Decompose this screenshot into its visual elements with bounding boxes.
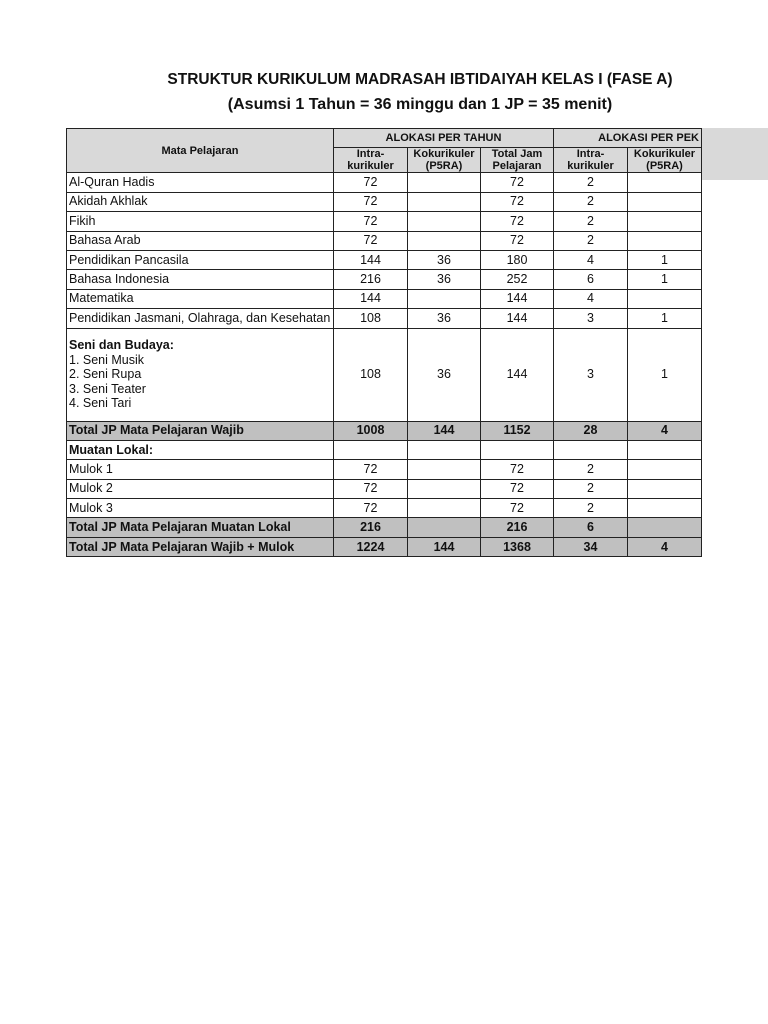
- curriculum-table: [66, 128, 702, 557]
- intra-year: 72: [334, 231, 408, 250]
- koku-year: [408, 479, 481, 498]
- table-row: [67, 479, 702, 498]
- intra-week: 3: [554, 309, 628, 328]
- document-subtitle: (Asumsi 1 Tahun = 36 minggu dan 1 JP = 35 menit): [227, 96, 613, 113]
- empty-cell: [628, 440, 702, 459]
- total-year: 72: [481, 479, 554, 498]
- intra-week: 28: [554, 421, 628, 440]
- intra-year: 144: [334, 289, 408, 308]
- intra-week: 6: [554, 270, 628, 289]
- table-row: [67, 309, 702, 328]
- intra-year: 72: [334, 460, 408, 479]
- table-row: [67, 289, 702, 308]
- koku-week: [628, 212, 702, 231]
- intra-year: 216: [334, 518, 408, 537]
- seni-budaya-heading: Seni dan Budaya:: [69, 338, 174, 353]
- subject-name: Mulok 2: [67, 479, 334, 498]
- koku-week: [628, 173, 702, 192]
- intra-week: 2: [554, 212, 628, 231]
- seni-budaya-cell: [67, 328, 334, 421]
- intra-year: 72: [334, 479, 408, 498]
- header-intra-tahun: Intra- kurikuler: [334, 148, 408, 173]
- table-row-muatan-lokal-heading: [67, 440, 702, 459]
- intra-year: 108: [334, 309, 408, 328]
- koku-week: [628, 192, 702, 211]
- table-row-total-mulok: [67, 518, 702, 537]
- table-row: [67, 270, 702, 289]
- total-year: 1152: [481, 421, 554, 440]
- header-alokasi-per-pekan: ALOKASI PER PEK: [554, 129, 702, 148]
- seni-item: 3. Seni Teater: [69, 381, 146, 396]
- table-row-seni-budaya: [67, 328, 702, 421]
- koku-year: 36: [408, 328, 481, 421]
- intra-year: 1224: [334, 537, 408, 556]
- empty-cell: [334, 440, 408, 459]
- koku-year: 36: [408, 250, 481, 269]
- intra-week: 2: [554, 173, 628, 192]
- total-year: 1368: [481, 537, 554, 556]
- koku-year: [408, 460, 481, 479]
- total-label: Total JP Mata Pelajaran Wajib + Mulok: [67, 537, 334, 556]
- subject-name: Matematika: [67, 289, 334, 308]
- table-row: [67, 212, 702, 231]
- intra-week: 4: [554, 289, 628, 308]
- koku-year: [408, 499, 481, 518]
- intra-week: 2: [554, 479, 628, 498]
- koku-year: 36: [408, 309, 481, 328]
- total-year: 216: [481, 518, 554, 537]
- koku-week: 4: [628, 537, 702, 556]
- koku-year: [408, 212, 481, 231]
- subject-name: Akidah Akhlak: [67, 192, 334, 211]
- total-year: 72: [481, 173, 554, 192]
- koku-week: 1: [628, 270, 702, 289]
- koku-week: 1: [628, 250, 702, 269]
- intra-week: 2: [554, 192, 628, 211]
- total-year: 72: [481, 212, 554, 231]
- total-year: 72: [481, 499, 554, 518]
- koku-year: [408, 231, 481, 250]
- total-year: 72: [481, 460, 554, 479]
- koku-year: 144: [408, 537, 481, 556]
- header-koku-pekan: Kokurikuler (P5RA): [628, 148, 702, 173]
- subject-name: Al-Quran Hadis: [67, 173, 334, 192]
- intra-year: 216: [334, 270, 408, 289]
- header-overflow-shade: [702, 128, 768, 180]
- koku-year: [408, 173, 481, 192]
- subject-name: Pendidikan Pancasila: [67, 250, 334, 269]
- total-year: 72: [481, 231, 554, 250]
- intra-week: 4: [554, 250, 628, 269]
- total-year: 144: [481, 328, 554, 421]
- header-koku-tahun: Kokurikuler (P5RA): [408, 148, 481, 173]
- empty-cell: [481, 440, 554, 459]
- koku-year: [408, 289, 481, 308]
- header-intra-pekan: Intra- kurikuler: [554, 148, 628, 173]
- total-year: 144: [481, 309, 554, 328]
- koku-week: 1: [628, 328, 702, 421]
- intra-week: 2: [554, 499, 628, 518]
- table-row-total-wajib: [67, 421, 702, 440]
- table-row: [67, 499, 702, 518]
- table-row: [67, 250, 702, 269]
- empty-cell: [408, 440, 481, 459]
- intra-year: 72: [334, 212, 408, 231]
- total-year: 72: [481, 192, 554, 211]
- koku-week: [628, 231, 702, 250]
- koku-year: 144: [408, 421, 481, 440]
- koku-week: 4: [628, 421, 702, 440]
- total-year: 180: [481, 250, 554, 269]
- seni-item: 4. Seni Tari: [69, 396, 132, 411]
- total-year: 144: [481, 289, 554, 308]
- intra-year: 72: [334, 192, 408, 211]
- document-title: STRUKTUR KURIKULUM MADRASAH IBTIDAIYAH KELAS I (FASE A): [167, 71, 673, 88]
- intra-year: 1008: [334, 421, 408, 440]
- seni-item: 2. Seni Rupa: [69, 367, 142, 382]
- header-alokasi-per-tahun: ALOKASI PER TAHUN: [334, 129, 554, 148]
- total-label: Total JP Mata Pelajaran Muatan Lokal: [67, 518, 334, 537]
- subject-name: Bahasa Indonesia: [67, 270, 334, 289]
- koku-week: [628, 289, 702, 308]
- empty-cell: [554, 440, 628, 459]
- intra-week: 3: [554, 328, 628, 421]
- intra-year: 72: [334, 173, 408, 192]
- seni-item: 1. Seni Musik: [69, 352, 145, 367]
- intra-week: 6: [554, 518, 628, 537]
- total-label: Total JP Mata Pelajaran Wajib: [67, 421, 334, 440]
- koku-year: [408, 192, 481, 211]
- subject-name: Bahasa Arab: [67, 231, 334, 250]
- intra-year: 72: [334, 499, 408, 518]
- table-row: [67, 231, 702, 250]
- koku-week: [628, 518, 702, 537]
- subject-name: Mulok 3: [67, 499, 334, 518]
- koku-year: [408, 518, 481, 537]
- total-year: 252: [481, 270, 554, 289]
- intra-year: 144: [334, 250, 408, 269]
- intra-week: 34: [554, 537, 628, 556]
- table-row-total-wajib-mulok: [67, 537, 702, 556]
- subject-name: Mulok 1: [67, 460, 334, 479]
- koku-week: [628, 479, 702, 498]
- intra-week: 2: [554, 460, 628, 479]
- subject-name: Pendidikan Jasmani, Olahraga, dan Kesehatan: [67, 309, 334, 328]
- koku-year: 36: [408, 270, 481, 289]
- table-row: [67, 173, 702, 192]
- koku-week: 1: [628, 309, 702, 328]
- header-total-jam: Total Jam Pelajaran: [481, 148, 554, 173]
- koku-week: [628, 499, 702, 518]
- table-row: [67, 192, 702, 211]
- intra-year: 108: [334, 328, 408, 421]
- koku-week: [628, 460, 702, 479]
- header-mata-pelajaran: Mata Pelajaran: [67, 129, 334, 173]
- section-heading: Muatan Lokal:: [67, 440, 334, 459]
- subject-name: Fikih: [67, 212, 334, 231]
- intra-week: 2: [554, 231, 628, 250]
- table-row: [67, 460, 702, 479]
